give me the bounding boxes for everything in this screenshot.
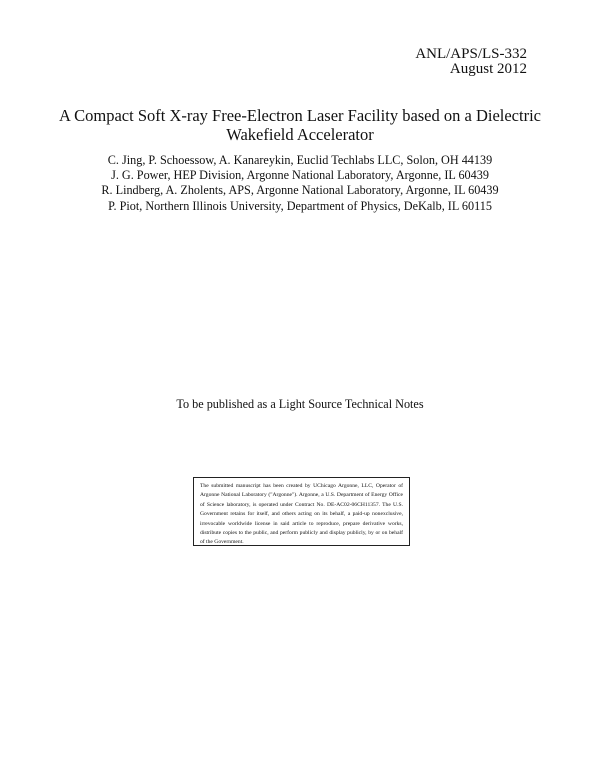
report-date: August 2012 <box>449 61 527 77</box>
publication-note: To be published as a Light Source Technical Notes <box>176 397 424 411</box>
author-line: R. Lindberg, A. Zholents, APS, Argonne National Laboratory, Argonne, IL 60439 <box>101 183 499 198</box>
paper-title <box>0 106 600 144</box>
author-line: C. Jing, P. Schoessow, A. Kanareykin, Euclid Techlabs LLC, Solon, OH 44139 <box>107 153 493 167</box>
title-line: A Compact Soft X-ray Free-Electron Laser Facility based on a Dielectric <box>59 106 541 125</box>
title-line: Wakefield Accelerator <box>226 125 374 144</box>
copyright-notice-box: The submitted manuscript has been created by UChicago Argonne, LLC, Operator of Argonne National Laboratory ("Argonne"). Argonne, a U.S. Department of Energy Office of Science laboratory, is operated under Contract No. DE-AC02-06CH11357. The U.S. Government retains for itself, and others acting on its behalf, a paid-up nonexclusive, irrevocable worldwide license in said article to reproduce, prepare derivative works, distribute copies to the public, and perform publicly and display publicly, by or on behalf of the Government. <box>193 477 410 546</box>
author-list <box>0 153 600 214</box>
author-line: J. G. Power, HEP Division, Argonne National Laboratory, Argonne, IL 60439 <box>111 168 489 183</box>
report-header <box>415 47 527 77</box>
report-number: ANL/APS/LS-332 <box>415 46 527 62</box>
author-line: P. Piot, Northern Illinois University, Department of Physics, DeKalb, IL 60115 <box>108 198 492 213</box>
